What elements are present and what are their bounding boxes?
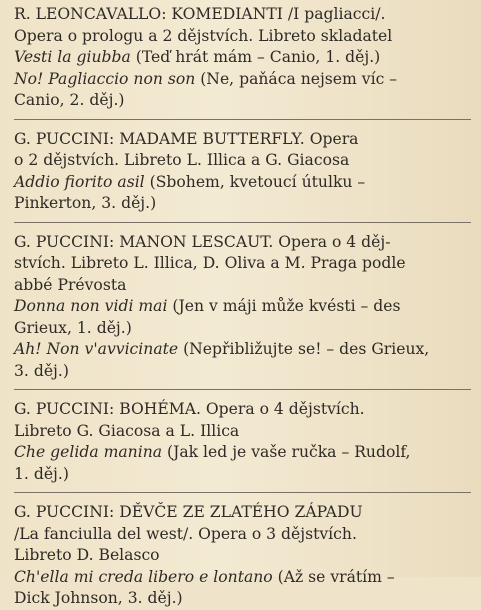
- aria-translation: (Nepřibližujte se! – des Grieux,: [183, 340, 430, 358]
- aria-line: [14, 567, 471, 589]
- opera-heading: G. PUCCINI: DĚVČE ZE ZLATÉHO ZÁPADU: [14, 503, 363, 521]
- opera-description-line: Libreto D. Belasco: [14, 546, 160, 564]
- opera-description-line: Libreto G. Giacosa a L. Illica: [14, 421, 240, 440]
- opera-description-line: abbé Prévosta: [14, 275, 127, 294]
- aria-title: Addio fiorito asil: [14, 172, 150, 191]
- opera-entry: [14, 4, 471, 112]
- aria-line: Canio, 2. děj.): [14, 91, 125, 109]
- opera-entry: [14, 399, 471, 485]
- opera-entry: [14, 129, 471, 215]
- aria-line: [14, 47, 471, 69]
- opera-description-line: stvích. Libreto L. Illica, D. Oliva a M. Praga podle: [14, 254, 406, 272]
- entry-divider: [14, 119, 471, 120]
- opera-description-line: Opera o prologu a 2 dějstvích. Libreto skladatel: [14, 26, 393, 45]
- aria-line: Grieux, 1. děj.): [14, 318, 132, 337]
- opera-heading: G. PUCCINI: MANON LESCAUT. Opera o 4 děj-: [14, 232, 391, 251]
- entry-divider: [14, 492, 471, 493]
- aria-translation: (Jen v máji může kvésti – des: [172, 297, 401, 315]
- aria-translation: (Teď hrát mám – Canio, 1. děj.): [135, 48, 381, 66]
- aria-line: 3. děj.): [14, 361, 69, 380]
- opera-heading: G. PUCCINI: BOHÉMA. Opera o 4 dějstvích.: [14, 400, 365, 418]
- aria-line: [14, 442, 471, 464]
- aria-title: Donna non vidi mai: [14, 297, 173, 315]
- entry-divider: [14, 389, 471, 390]
- aria-translation: (Jak led je vaše ručka – Rudolf,: [167, 443, 411, 461]
- aria-line: Pinkerton, 3. děj.): [14, 194, 157, 212]
- aria-translation: (Sbohem, kvetoucí útulku –: [149, 172, 366, 191]
- aria-translation: (Až se vrátím –: [277, 567, 395, 586]
- aria-line: [14, 339, 471, 361]
- opera-entry-list: [14, 4, 471, 610]
- opera-entry: [14, 502, 471, 610]
- opera-entry: [14, 232, 471, 383]
- opera-description-line: o 2 dějstvích. Libreto L. Illica a G. Giacosa: [14, 151, 350, 169]
- opera-description-line: /La fanciulla del west/. Opera o 3 dějstvích.: [14, 524, 357, 543]
- aria-title: Ch'ella mi creda libero e lontano: [14, 567, 278, 586]
- aria-title: Ah! Non v'avvicinate: [14, 340, 184, 358]
- aria-translation: (Ne, paňáca nejsem víc –: [200, 69, 398, 88]
- aria-title: No! Pagliaccio non son: [14, 69, 201, 88]
- aria-line: [14, 296, 471, 318]
- entry-divider: [14, 222, 471, 223]
- aria-line: 1. děj.): [14, 464, 69, 483]
- aria-line: [14, 69, 471, 91]
- opera-heading: R. LEONCAVALLO: KOMEDIANTI /I pagliacci/.: [14, 5, 386, 23]
- aria-title: Vesti la giubba: [14, 48, 136, 66]
- opera-heading: G. PUCCINI: MADAME BUTTERFLY. Opera: [14, 129, 359, 148]
- aria-line: [14, 172, 471, 194]
- aria-line: Dick Johnson, 3. děj.): [14, 589, 183, 607]
- aria-title: Che gelida manina: [14, 443, 167, 461]
